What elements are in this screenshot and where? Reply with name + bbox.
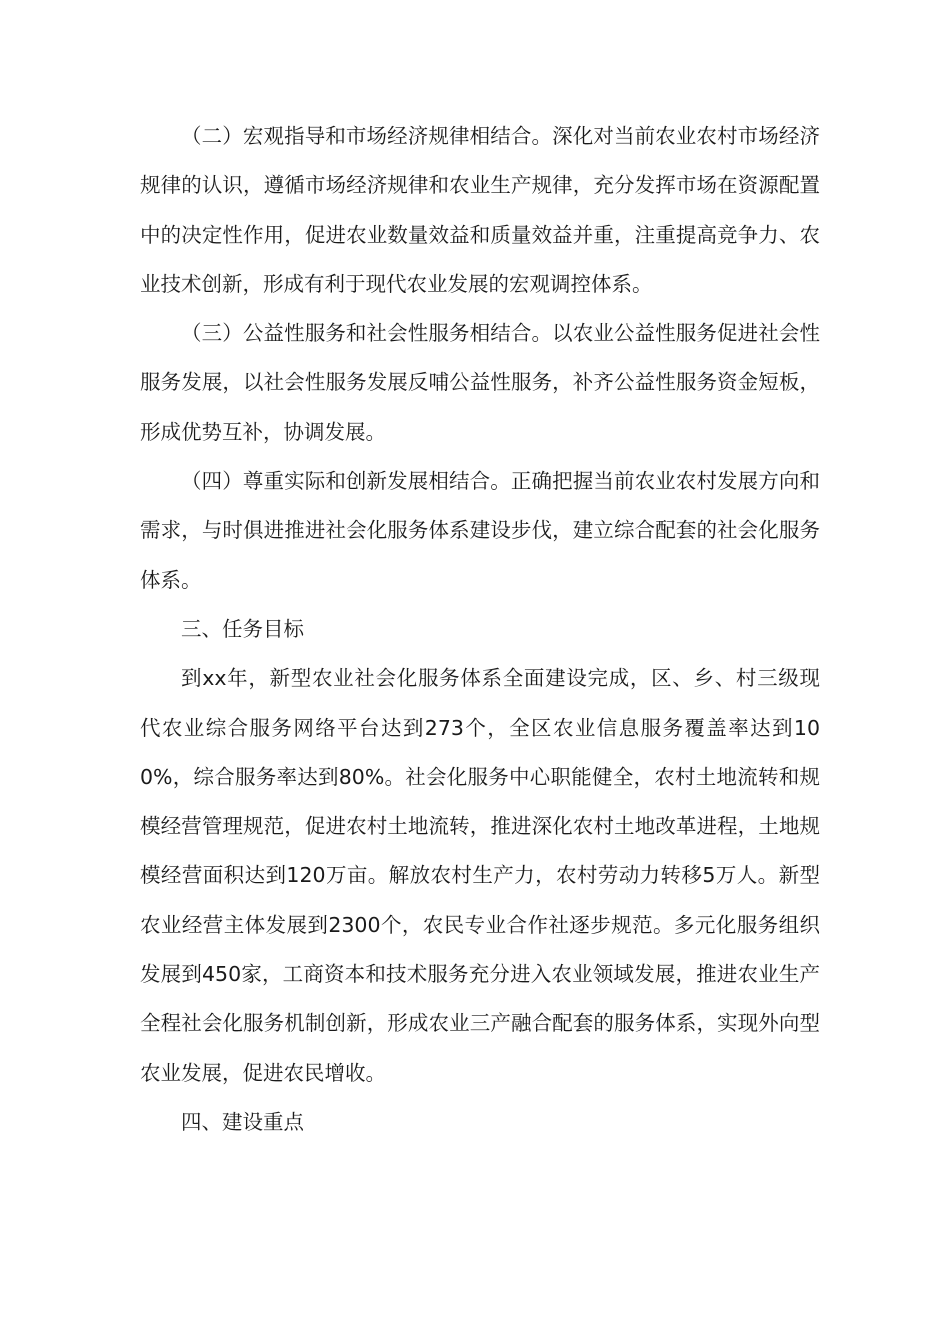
section-heading-task-goals: 三、任务目标 (181, 616, 304, 641)
document-body (140, 112, 820, 1147)
section-heading-construction-focus: 四、建设重点 (181, 1109, 304, 1134)
paragraph-public-service: （三）公益性服务和社会性服务相结合。以农业公益性服务促进社会性服务发展，以社会性服务发展反哺公益性服务，补齐公益性服务资金短板，形成优势互补，协调发展。 (140, 321, 820, 444)
paragraph-macro-guidance: （二）宏观指导和市场经济规律相结合。深化对当前农业农村市场经济规律的认识，遵循市场经济规律和农业生产规律，充分发挥市场在资源配置中的决定性作用，促进农业数量效益和质量效益并重，注重提高竞争力、农业技术创新，形成有利于现代农业发展的宏观调控体系。 (140, 124, 820, 296)
paragraph-innovation: （四）尊重实际和创新发展相结合。正确把握当前农业农村发展方向和需求，与时俱进推进社会化服务体系建设步伐，建立综合配套的社会化服务体系。 (140, 469, 820, 592)
paragraph-task-goals: 到xx年，新型农业社会化服务体系全面建设完成，区、乡、村三级现代农业综合服务网络平台达到273个，全区农业信息服务覆盖率达到100%，综合服务率达到80%。社会化服务中心职能健全，农村土地流转和规模经营管理规范，促进农村土地流转，推进深化农村土地改革进程，土地规模经营面积达到120万亩。解放农村生产力，农村劳动力转移5万人。新型农业经营主体发展到2300个，农民专业合作社逐步规范。多元化服务组织发展到450家，工商资本和技术服务充分进入农业领域发展，推进农业生产全程社会化服务机制创新，形成农业三产融合配套的服务体系，实现外向型农业发展，促进农民增收。 (140, 666, 820, 1085)
